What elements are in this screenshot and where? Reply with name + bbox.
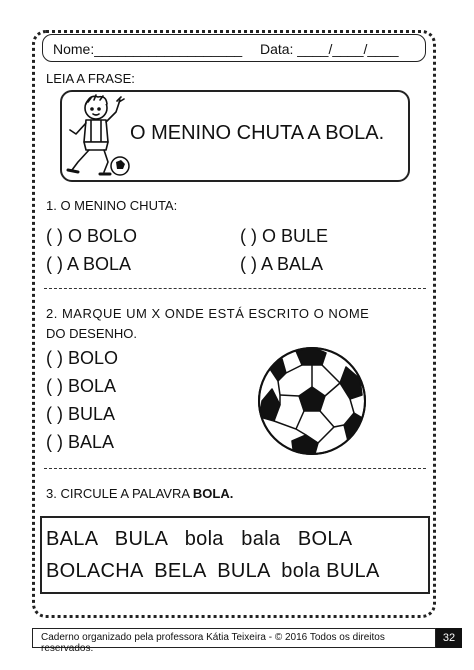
q3-title — [46, 486, 233, 501]
q1-option-2[interactable]: ( ) O BULE — [240, 226, 329, 246]
boy-kicking-icon — [64, 92, 130, 180]
q3-title-emphasis: BOLA. — [192, 486, 234, 501]
date-field[interactable]: Data: ____/____/____ — [259, 41, 399, 57]
page-number: 32 — [436, 628, 462, 648]
name-field[interactable]: Nome:___________________ — [53, 41, 243, 57]
sentence: O MENINO CHUTA A BOLA. — [130, 122, 385, 144]
q1-option-4[interactable]: ( ) A BALA — [240, 254, 324, 274]
q2-option-3[interactable]: ( ) BULA — [46, 404, 116, 424]
q2-option-2[interactable]: ( ) BOLA — [46, 376, 117, 396]
q2-title-line2: DO DESENHO. — [46, 326, 138, 341]
q3-title-text: 3. CIRCULE A PALAVRA — [46, 486, 193, 501]
q1-title: 1. O MENINO CHUTA: — [46, 198, 178, 213]
instruction: LEIA A FRASE: — [46, 71, 135, 86]
q1-option-1[interactable]: ( ) O BOLO — [46, 226, 138, 246]
q2-option-4[interactable]: ( ) BALA — [46, 432, 115, 452]
divider — [44, 468, 426, 469]
footer-text: Caderno organizado pela professora Kátia Teixeira - © 2016 Todos os direitos reservados. — [41, 632, 385, 654]
word-line-1[interactable]: BALA BULA bola bala BOLA — [46, 528, 353, 550]
q2-option-1[interactable]: ( ) BOLO — [46, 348, 119, 368]
q1-option-3[interactable]: ( ) A BOLA — [46, 254, 132, 274]
word-line-2[interactable]: BOLACHA BELA BULA bola BULA — [46, 560, 380, 582]
q2-title-line1: 2. MARQUE UM X ONDE ESTÁ ESCRITO O NOME — [46, 306, 370, 321]
name-date-bar — [42, 34, 426, 62]
soccer-ball-icon — [256, 345, 368, 457]
divider — [44, 288, 426, 289]
footer — [32, 628, 436, 654]
